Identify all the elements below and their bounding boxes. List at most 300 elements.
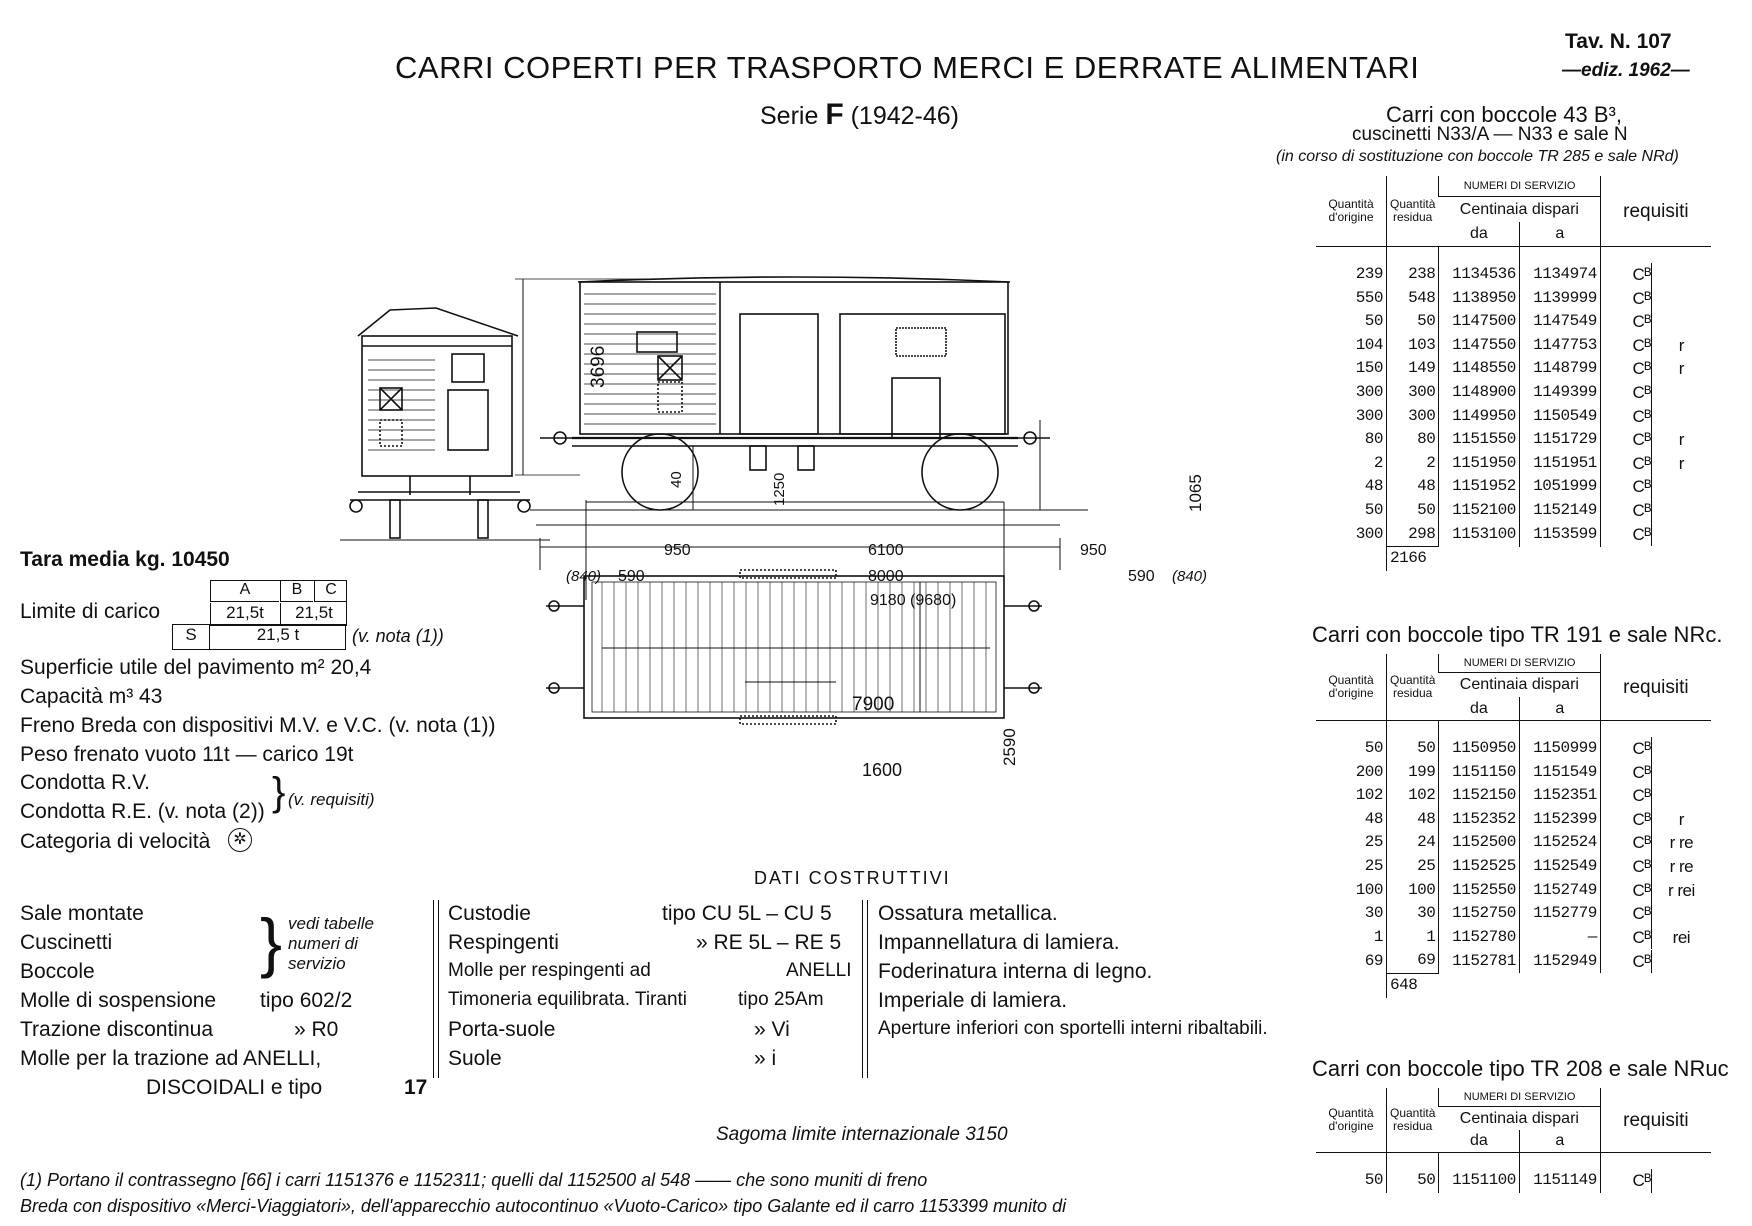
cell-req: r xyxy=(1678,430,1684,450)
th-a: a xyxy=(1519,1130,1600,1153)
table-row xyxy=(1316,737,1711,761)
dati-heading: DATI COSTRUTTIVI xyxy=(754,868,951,888)
cell-cb: Cᴮ xyxy=(1601,808,1652,832)
dati-col2-label-2: Molle per respingenti ad xyxy=(448,960,651,981)
cell-requisiti xyxy=(1600,523,1711,547)
cell-a: 1151951 xyxy=(1519,452,1600,476)
series-years: (1942-46) xyxy=(850,102,960,130)
cell-req xyxy=(1652,784,1711,808)
table-row xyxy=(1316,523,1711,547)
cell-da: 1152750 xyxy=(1439,902,1520,926)
cell-qo: 50 xyxy=(1364,312,1383,331)
cell-requisiti xyxy=(1600,784,1711,808)
cell-requisiti xyxy=(1600,405,1711,429)
cell-req xyxy=(1652,287,1711,311)
cell-req xyxy=(1652,902,1711,926)
cell-a: 1148799 xyxy=(1519,357,1600,381)
dimension-lines xyxy=(536,500,1060,600)
cell-qr: 103 xyxy=(1387,334,1439,358)
dati-col3-4: Aperture inferiori con sportelli interni ribaltabili. xyxy=(878,1018,1268,1039)
table-row xyxy=(1316,761,1711,785)
cell-requisiti xyxy=(1600,357,1711,381)
cell-cb: Cᴮ xyxy=(1601,428,1652,452)
cell-qo: 80 xyxy=(1364,430,1383,449)
cell-req: rei xyxy=(1672,927,1691,947)
dati-col1-value-3: tipo 602/2 xyxy=(260,989,353,1012)
th-numeri: NUMERI DI SERVIZIO xyxy=(1439,1088,1601,1107)
th-a: a xyxy=(1519,697,1600,721)
th-a: a xyxy=(1519,222,1600,247)
footnote-line1: (1) Portano il contrassegno [66] i carri 1151376 e 1152311; quelli dal 1152500 al 548 —— che sono muniti di freno xyxy=(20,1170,928,1190)
cell-requisiti xyxy=(1600,452,1711,476)
brace: } xyxy=(272,770,286,814)
cell-qr: 199 xyxy=(1387,761,1439,785)
dim-height: 3696 xyxy=(588,345,609,388)
table3-title: Carri con boccole tipo TR 208 e sale NRuc xyxy=(1312,1056,1729,1081)
cell-qo: 300 xyxy=(1355,524,1383,543)
dati-col2-value-1: » RE 5L – RE 5 xyxy=(696,931,842,954)
edition: —ediz. 1962— xyxy=(1562,60,1690,81)
cell-qr: 2 xyxy=(1387,452,1439,476)
peso-frenato: Peso frenato vuoto 11t — carico 19t xyxy=(20,743,354,766)
dati-col2-label-3: Timoneria equilibrata. Tiranti xyxy=(448,989,688,1010)
dati-col3-1: Impannellatura di lamiera. xyxy=(878,931,1120,954)
cell-qo: 300 xyxy=(1355,406,1383,425)
dati-col2-label-1: Respingenti xyxy=(448,931,559,954)
table-row xyxy=(1316,926,1711,950)
cell-cb: Cᴮ xyxy=(1601,499,1652,523)
cell-qo: 300 xyxy=(1355,382,1383,401)
brace-vedi: } xyxy=(260,905,283,979)
categoria: Categoria di velocità xyxy=(20,830,211,853)
dim-7900: 7900 xyxy=(852,694,895,715)
dim-2590: 2590 xyxy=(1000,728,1019,766)
cell-qo: 48 xyxy=(1364,809,1383,828)
cell-total: 2166 xyxy=(1387,547,1439,571)
dati-col1-value-6: 17 xyxy=(404,1076,428,1099)
cell-cb: Cᴮ xyxy=(1601,263,1652,287)
cell-qo: 50 xyxy=(1364,500,1383,519)
cell-cb: Cᴮ xyxy=(1601,926,1652,950)
table-row xyxy=(1316,405,1711,429)
total-spacer xyxy=(1316,973,1387,997)
cell-requisiti xyxy=(1600,737,1711,761)
cell-qo: 30 xyxy=(1364,904,1383,923)
cell-da: 1149950 xyxy=(1439,405,1520,429)
plan-view xyxy=(546,570,1042,724)
cell-cb: Cᴮ xyxy=(1601,405,1652,429)
cell-qr: 300 xyxy=(1387,405,1439,429)
cell-req xyxy=(1652,475,1711,499)
dim-590-left: 590 xyxy=(618,568,645,585)
th-quantita-residua: Quantità residua xyxy=(1387,1088,1439,1153)
dati-col1-label-3: Molle di sospensione xyxy=(20,989,217,1012)
cell-qo: 1 xyxy=(1373,927,1383,946)
series-letter: F xyxy=(825,98,844,131)
limite-bc: 21,5t xyxy=(280,603,347,625)
cell-total: 648 xyxy=(1387,973,1439,997)
cell-qr: 100 xyxy=(1387,879,1439,903)
th-centinaia: Centinaia dispari xyxy=(1459,200,1579,218)
dati-col2-label-0: Custodie xyxy=(448,902,531,925)
cell-qo: 25 xyxy=(1364,833,1383,852)
cell-requisiti xyxy=(1600,949,1711,973)
cell-da: 1151100 xyxy=(1439,1169,1520,1193)
cell-qr: 50 xyxy=(1387,1169,1439,1193)
cell-a: 1153599 xyxy=(1519,523,1600,547)
cell-qo: 48 xyxy=(1364,477,1383,496)
divider-2 xyxy=(862,900,868,1078)
cell-qo: 200 xyxy=(1355,762,1383,781)
limite-h-b: B xyxy=(280,581,313,602)
vedi-tabelle: vedi tabelle numeri di servizio xyxy=(288,914,375,973)
cell-a: 1152949 xyxy=(1519,949,1600,973)
cell-cb: Cᴮ xyxy=(1601,902,1652,926)
table-total-row xyxy=(1316,973,1711,997)
dim-590-right: 590 xyxy=(1128,568,1155,585)
cell-da: 1151150 xyxy=(1439,761,1520,785)
cell-qr: 238 xyxy=(1387,263,1439,287)
dim-840-left: (840) xyxy=(566,568,602,585)
dim-9180: 9180 (9680) xyxy=(870,592,957,609)
limite-s-row xyxy=(172,624,346,650)
cell-da: 1152525 xyxy=(1439,855,1520,879)
table1-title3: (in corso di sostituzione con boccole TR 285 e sale NRd) xyxy=(1276,148,1679,165)
cell-req xyxy=(1652,263,1711,287)
cell-cb: Cᴮ xyxy=(1601,287,1652,311)
end-view xyxy=(340,308,550,540)
cell-qo: 100 xyxy=(1355,880,1383,899)
table-row xyxy=(1316,902,1711,926)
table-spacer-row xyxy=(1316,247,1711,264)
tav-number: Tav. N. 107 xyxy=(1565,30,1672,53)
table-spacer-row xyxy=(1316,721,1711,738)
cell-a: 1152749 xyxy=(1519,879,1600,903)
th-centinaia: Centinaia dispari xyxy=(1459,676,1579,694)
speed-category-icon: ✲ xyxy=(228,828,252,852)
cell-req xyxy=(1652,1169,1711,1193)
table-row xyxy=(1316,831,1711,855)
table-row xyxy=(1316,287,1711,311)
cell-da: 1152500 xyxy=(1439,831,1520,855)
dati-col1-label-1: Cuscinetti xyxy=(20,931,113,954)
cell-qo: 150 xyxy=(1355,359,1383,378)
table-row xyxy=(1316,855,1711,879)
cell-qo: 239 xyxy=(1355,265,1383,283)
th-centinaia: Centinaia dispari xyxy=(1459,1109,1579,1127)
cell-requisiti xyxy=(1600,761,1711,785)
dim-1065: 1065 xyxy=(1186,474,1205,512)
cell-requisiti xyxy=(1600,475,1711,499)
th-numeri: NUMERI DI SERVIZIO xyxy=(1439,176,1601,197)
cell-da: 1151952 xyxy=(1439,475,1520,499)
cell-a: 1147549 xyxy=(1519,310,1600,334)
cell-da: 1148900 xyxy=(1439,381,1520,405)
cell-qo: 25 xyxy=(1364,856,1383,875)
tara: Tara media kg. 10450 xyxy=(20,548,230,571)
capacita: Capacità m³ 43 xyxy=(20,685,163,708)
cell-cb: Cᴮ xyxy=(1601,381,1652,405)
cell-da: 1150950 xyxy=(1439,737,1520,761)
cell-qr: 298 xyxy=(1387,523,1439,547)
cell-req: r xyxy=(1678,359,1684,379)
cell-req xyxy=(1652,381,1711,405)
table-row xyxy=(1316,381,1711,405)
cell-requisiti xyxy=(1600,855,1711,879)
cell-da: 1152100 xyxy=(1439,499,1520,523)
cell-qr: 48 xyxy=(1387,808,1439,832)
dati-col2-value-3: tipo 25Am xyxy=(738,989,824,1010)
limite-h-a: A xyxy=(210,581,279,602)
cell-req: r xyxy=(1678,809,1684,829)
cell-a: 1151729 xyxy=(1519,428,1600,452)
cell-req: r xyxy=(1678,453,1684,473)
limite-s-label: S xyxy=(173,625,210,649)
table-1 xyxy=(1316,176,1711,571)
side-view xyxy=(515,277,1088,510)
dati-col1-label-6: DISCOIDALI e tipo xyxy=(146,1076,323,1099)
limite-h-c: C xyxy=(314,581,347,602)
th-da: da xyxy=(1439,1130,1520,1153)
cell-a: 1151149 xyxy=(1519,1169,1600,1193)
th-quantita-origine: Quantità d'origine xyxy=(1316,1088,1387,1153)
cell-a: — xyxy=(1519,926,1600,950)
cell-qr: 48 xyxy=(1387,475,1439,499)
cell-requisiti xyxy=(1600,499,1711,523)
cell-requisiti xyxy=(1600,926,1711,950)
cell-qo: 550 xyxy=(1355,288,1383,307)
cell-qr: 300 xyxy=(1387,381,1439,405)
freno: Freno Breda con dispositivi M.V. e V.C. (v. nota (1)) xyxy=(20,714,496,737)
cell-a: 1139999 xyxy=(1519,287,1600,311)
cell-qr: 1 xyxy=(1387,926,1439,950)
cell-qo: 104 xyxy=(1355,335,1383,354)
cell-qr: 102 xyxy=(1387,784,1439,808)
dati-col1-label-5: Molle per la trazione ad ANELLI, xyxy=(20,1047,322,1070)
cell-qo: 50 xyxy=(1364,1171,1383,1189)
cell-req xyxy=(1652,523,1711,547)
dati-col2-label-5: Suole xyxy=(448,1047,502,1070)
superficie: Superficie utile del pavimento m² 20,4 xyxy=(20,656,372,679)
cell-req xyxy=(1652,950,1711,974)
table-3 xyxy=(1316,1088,1711,1193)
cell-da: 1152352 xyxy=(1439,808,1520,832)
cell-cb: Cᴮ xyxy=(1601,1169,1652,1193)
cell-requisiti xyxy=(1600,263,1711,287)
dati-col2-label-4: Porta-suole xyxy=(448,1018,556,1041)
table2-title: Carri con boccole tipo TR 191 e sale NRc. xyxy=(1312,622,1723,647)
cell-req xyxy=(1652,761,1711,785)
cell-a: 1152351 xyxy=(1519,784,1600,808)
limite-table xyxy=(210,580,347,626)
cell-da: 1148550 xyxy=(1439,357,1520,381)
cell-a: 1151549 xyxy=(1519,761,1600,785)
page-title: CARRI COPERTI PER TRASPORTO MERCI E DERRATE ALIMENTARI xyxy=(395,50,1420,85)
condotta-re: Condotta R.E. (v. nota (2)) xyxy=(20,800,265,823)
cell-qr: 548 xyxy=(1387,287,1439,311)
cell-cb: Cᴮ xyxy=(1601,334,1652,358)
dati-col2-value-4: » Vi xyxy=(754,1018,790,1041)
table-row xyxy=(1316,428,1711,452)
series-label: Serie xyxy=(760,102,819,130)
cell-qr: 50 xyxy=(1387,737,1439,761)
dim-950-left: 950 xyxy=(664,542,691,559)
cell-da: 1134536 xyxy=(1439,263,1520,287)
dati-col3-0: Ossatura metallica. xyxy=(878,902,1058,925)
cell-qr: 50 xyxy=(1387,310,1439,334)
dim-40: 40 xyxy=(668,471,685,488)
cell-cb: Cᴮ xyxy=(1601,737,1652,761)
cell-requisiti xyxy=(1600,831,1711,855)
cell-requisiti xyxy=(1600,310,1711,334)
dim-840-right: (840) xyxy=(1172,568,1208,585)
cell-cb: Cᴮ xyxy=(1601,452,1652,476)
cell-da: 1151550 xyxy=(1439,428,1520,452)
cell-req xyxy=(1652,310,1711,334)
table-row xyxy=(1316,475,1711,499)
cell-requisiti xyxy=(1600,428,1711,452)
divider-1 xyxy=(433,900,439,1078)
cell-req: r re xyxy=(1669,833,1694,853)
cell-a: 1152149 xyxy=(1519,499,1600,523)
cell-req: r rei xyxy=(1667,880,1695,900)
cell-cb: Cᴮ xyxy=(1601,310,1652,334)
dati-col2-value-0: tipo CU 5L – CU 5 xyxy=(662,902,832,925)
cell-qr: 25 xyxy=(1387,855,1439,879)
th-requisiti: requisiti xyxy=(1600,654,1711,721)
dati-col3-2: Foderinatura interna di legno. xyxy=(878,960,1153,983)
th-da: da xyxy=(1439,697,1520,721)
cell-req xyxy=(1652,737,1711,761)
table-row xyxy=(1316,452,1711,476)
table-row xyxy=(1316,784,1711,808)
cell-requisiti xyxy=(1600,287,1711,311)
th-quantita-origine: Quantità d'origine xyxy=(1316,654,1387,721)
cell-da: 1138950 xyxy=(1439,287,1520,311)
footnote-line2: Breda con dispositivo «Merci-Viaggiatori», dell'apparecchio autocontinuo «Vuoto-Carico» tipo Galante ed il carro 1153399 munito di xyxy=(20,1196,1067,1216)
requisiti-note: (v. requisiti) xyxy=(288,790,375,809)
th-da: da xyxy=(1439,222,1520,247)
th-numeri: NUMERI DI SERVIZIO xyxy=(1439,654,1601,673)
cell-requisiti xyxy=(1600,808,1711,832)
cell-cb: Cᴮ xyxy=(1601,357,1652,381)
cell-qr: 149 xyxy=(1387,357,1439,381)
cell-da: 1152781 xyxy=(1439,949,1520,973)
total-spacer xyxy=(1439,547,1520,571)
cell-qr: 80 xyxy=(1387,428,1439,452)
cell-req xyxy=(1652,499,1711,523)
table1-title: Carri con boccole 43 B³, xyxy=(1386,102,1622,127)
dati-col2-value-5: » i xyxy=(754,1047,777,1070)
cell-da: 1153100 xyxy=(1439,523,1520,547)
table-row xyxy=(1316,334,1711,358)
table-row xyxy=(1316,263,1711,287)
cell-qo: 50 xyxy=(1364,739,1383,757)
cell-da: 1151950 xyxy=(1439,452,1520,476)
cell-a: 1150549 xyxy=(1519,405,1600,429)
cell-a: 1152779 xyxy=(1519,902,1600,926)
cell-a: 1147753 xyxy=(1519,334,1600,358)
table-total-row xyxy=(1316,547,1711,571)
cell-cb: Cᴮ xyxy=(1601,784,1652,808)
table-row xyxy=(1316,357,1711,381)
cell-a: 1150999 xyxy=(1519,737,1600,761)
limite-a: 21,5t xyxy=(210,603,279,625)
table1-title2: cuscinetti N33/A — N33 e sale N xyxy=(1352,124,1628,145)
cell-cb: Cᴮ xyxy=(1601,855,1652,879)
th-quantita-residua: Quantità residua xyxy=(1387,176,1439,247)
cell-qr: 24 xyxy=(1387,831,1439,855)
cell-cb: Cᴮ xyxy=(1601,831,1652,855)
cell-requisiti xyxy=(1600,902,1711,926)
cell-a: 1134974 xyxy=(1519,263,1600,287)
table-row xyxy=(1316,808,1711,832)
cell-qr: 50 xyxy=(1387,499,1439,523)
dim-1600: 1600 xyxy=(862,760,903,780)
cell-a: 1152524 xyxy=(1519,831,1600,855)
cell-qo: 2 xyxy=(1373,453,1383,472)
cell-a: 1152549 xyxy=(1519,855,1600,879)
dati-col1-label-4: Trazione discontinua xyxy=(20,1018,213,1041)
dim-1250: 1250 xyxy=(771,472,788,506)
cell-cb: Cᴮ xyxy=(1601,475,1652,499)
limite-note: (v. nota (1)) xyxy=(352,626,444,646)
cell-qr: 69 xyxy=(1387,949,1439,973)
table-spacer-row xyxy=(1316,1153,1711,1170)
cell-requisiti xyxy=(1600,879,1711,903)
cell-qo: 102 xyxy=(1355,786,1383,805)
cell-requisiti xyxy=(1600,334,1711,358)
table-row xyxy=(1316,1169,1711,1193)
limite-s: 21,5 t xyxy=(256,625,300,644)
limite-label: Limite di carico xyxy=(20,600,161,623)
table-row xyxy=(1316,499,1711,523)
cell-da: 1152780 xyxy=(1439,926,1520,950)
cell-qr: 30 xyxy=(1387,902,1439,926)
cell-cb: Cᴮ xyxy=(1601,879,1652,903)
cell-a: 1051999 xyxy=(1519,475,1600,499)
dati-col1-value-4: » R0 xyxy=(294,1018,339,1041)
cell-req: r re xyxy=(1669,856,1694,876)
cell-req: r xyxy=(1678,335,1684,355)
dim-6100: 6100 xyxy=(868,542,904,559)
th-quantita-origine: Quantità d'origine xyxy=(1316,176,1387,247)
table-row xyxy=(1316,879,1711,903)
th-quantita-residua: Quantità residua xyxy=(1387,654,1439,721)
dati-col3-3: Imperiale di lamiera. xyxy=(878,989,1068,1012)
dati-col2-value-2: ANELLI xyxy=(786,960,852,981)
cell-cb: Cᴮ xyxy=(1601,523,1652,547)
table-row xyxy=(1316,310,1711,334)
cell-cb: Cᴮ xyxy=(1601,761,1652,785)
series-line xyxy=(760,98,959,132)
sagoma: Sagoma limite internazionale 3150 xyxy=(716,1124,1008,1145)
total-spacer xyxy=(1316,547,1387,571)
dati-col1-label-0: Sale montate xyxy=(20,902,144,925)
total-spacer xyxy=(1439,973,1520,997)
cell-a: 1149399 xyxy=(1519,381,1600,405)
th-requisiti: requisiti xyxy=(1600,176,1711,247)
condotta-rv: Condotta R.V. xyxy=(20,771,150,794)
cell-requisiti xyxy=(1600,381,1711,405)
table-2 xyxy=(1316,654,1711,998)
cell-da: 1147550 xyxy=(1439,334,1520,358)
dim-8000: 8000 xyxy=(868,568,904,585)
th-requisiti: requisiti xyxy=(1600,1088,1711,1153)
dim-950-right: 950 xyxy=(1080,542,1107,559)
dati-col1-label-2: Boccole xyxy=(20,960,95,983)
cell-da: 1152150 xyxy=(1439,784,1520,808)
